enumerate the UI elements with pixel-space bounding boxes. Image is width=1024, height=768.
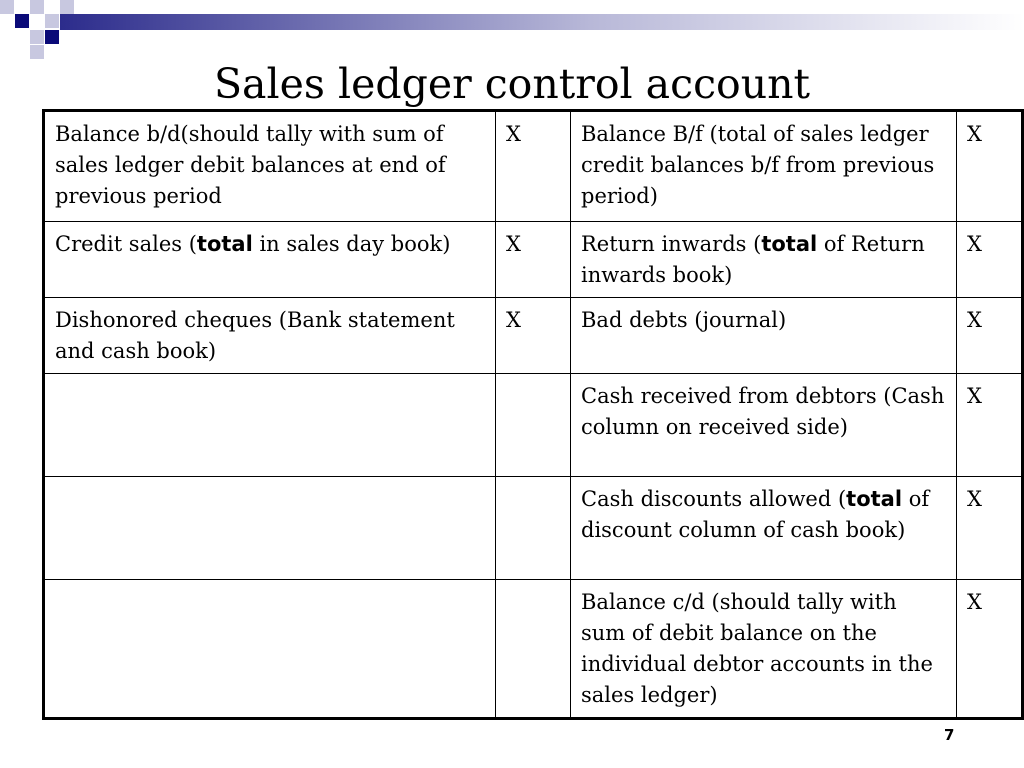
credit-description xyxy=(571,580,957,719)
debit-amount xyxy=(496,580,571,719)
deco-square xyxy=(60,0,74,14)
text-run: of Return inwards book) xyxy=(581,232,925,287)
credit-description xyxy=(571,477,957,580)
debit-description xyxy=(44,298,496,374)
header-gradient-bar xyxy=(60,14,1024,30)
text-run: Balance b/d(should tally with sum of sales ledger debit balances at end of previous period xyxy=(55,122,446,208)
credit-description xyxy=(571,111,957,222)
credit-amount: X xyxy=(957,222,1023,298)
text-run: Bad debts (journal) xyxy=(581,308,787,332)
deco-square xyxy=(45,14,59,28)
decorative-header xyxy=(0,0,1024,62)
debit-amount xyxy=(496,477,571,580)
ledger-row xyxy=(44,222,1023,298)
text-run: of discount column of cash book) xyxy=(581,487,930,542)
bold-term: total xyxy=(196,232,253,256)
debit-description xyxy=(44,374,496,477)
debit-amount: X xyxy=(496,222,571,298)
text-run: Credit sales ( xyxy=(55,232,197,256)
debit-description xyxy=(44,580,496,719)
bold-term: total xyxy=(846,487,903,511)
debit-amount: X xyxy=(496,298,571,374)
debit-amount xyxy=(496,374,571,477)
credit-amount: X xyxy=(957,477,1023,580)
ledger-row xyxy=(44,477,1023,580)
page-number: 7 xyxy=(944,726,955,744)
text-run: in sales day book) xyxy=(252,232,451,256)
text-run: Balance B/f (total of sales ledger credit balances b/f from previous period) xyxy=(581,122,935,208)
slide-title: Sales ledger control account xyxy=(213,60,811,108)
ledger-body xyxy=(44,111,1023,719)
ledger-row xyxy=(44,580,1023,719)
credit-amount: X xyxy=(957,298,1023,374)
credit-amount: X xyxy=(957,580,1023,719)
text-run: Balance c/d (should tally with sum of debit balance on the individual debtor accounts in the sales ledger) xyxy=(581,590,933,707)
debit-description xyxy=(44,111,496,222)
debit-description xyxy=(44,222,496,298)
credit-amount: X xyxy=(957,111,1023,222)
deco-square xyxy=(0,0,14,14)
credit-description xyxy=(571,222,957,298)
credit-amount: X xyxy=(957,374,1023,477)
deco-square xyxy=(45,30,59,44)
ledger-table xyxy=(42,109,1024,720)
credit-description xyxy=(571,374,957,477)
bold-term: total xyxy=(761,232,818,256)
ledger-row xyxy=(44,298,1023,374)
debit-amount: X xyxy=(496,111,571,222)
text-run: Cash discounts allowed ( xyxy=(581,487,847,511)
ledger-row xyxy=(44,374,1023,477)
text-run: Cash received from debtors (Cash column on received side) xyxy=(581,384,945,439)
deco-square xyxy=(30,30,44,44)
deco-square xyxy=(15,14,29,28)
credit-description xyxy=(571,298,957,374)
debit-description xyxy=(44,477,496,580)
deco-square xyxy=(30,0,44,14)
text-run: Return inwards ( xyxy=(581,232,762,256)
text-run: Dishonored cheques (Bank statement and cash book) xyxy=(55,308,455,363)
ledger-row xyxy=(44,111,1023,222)
